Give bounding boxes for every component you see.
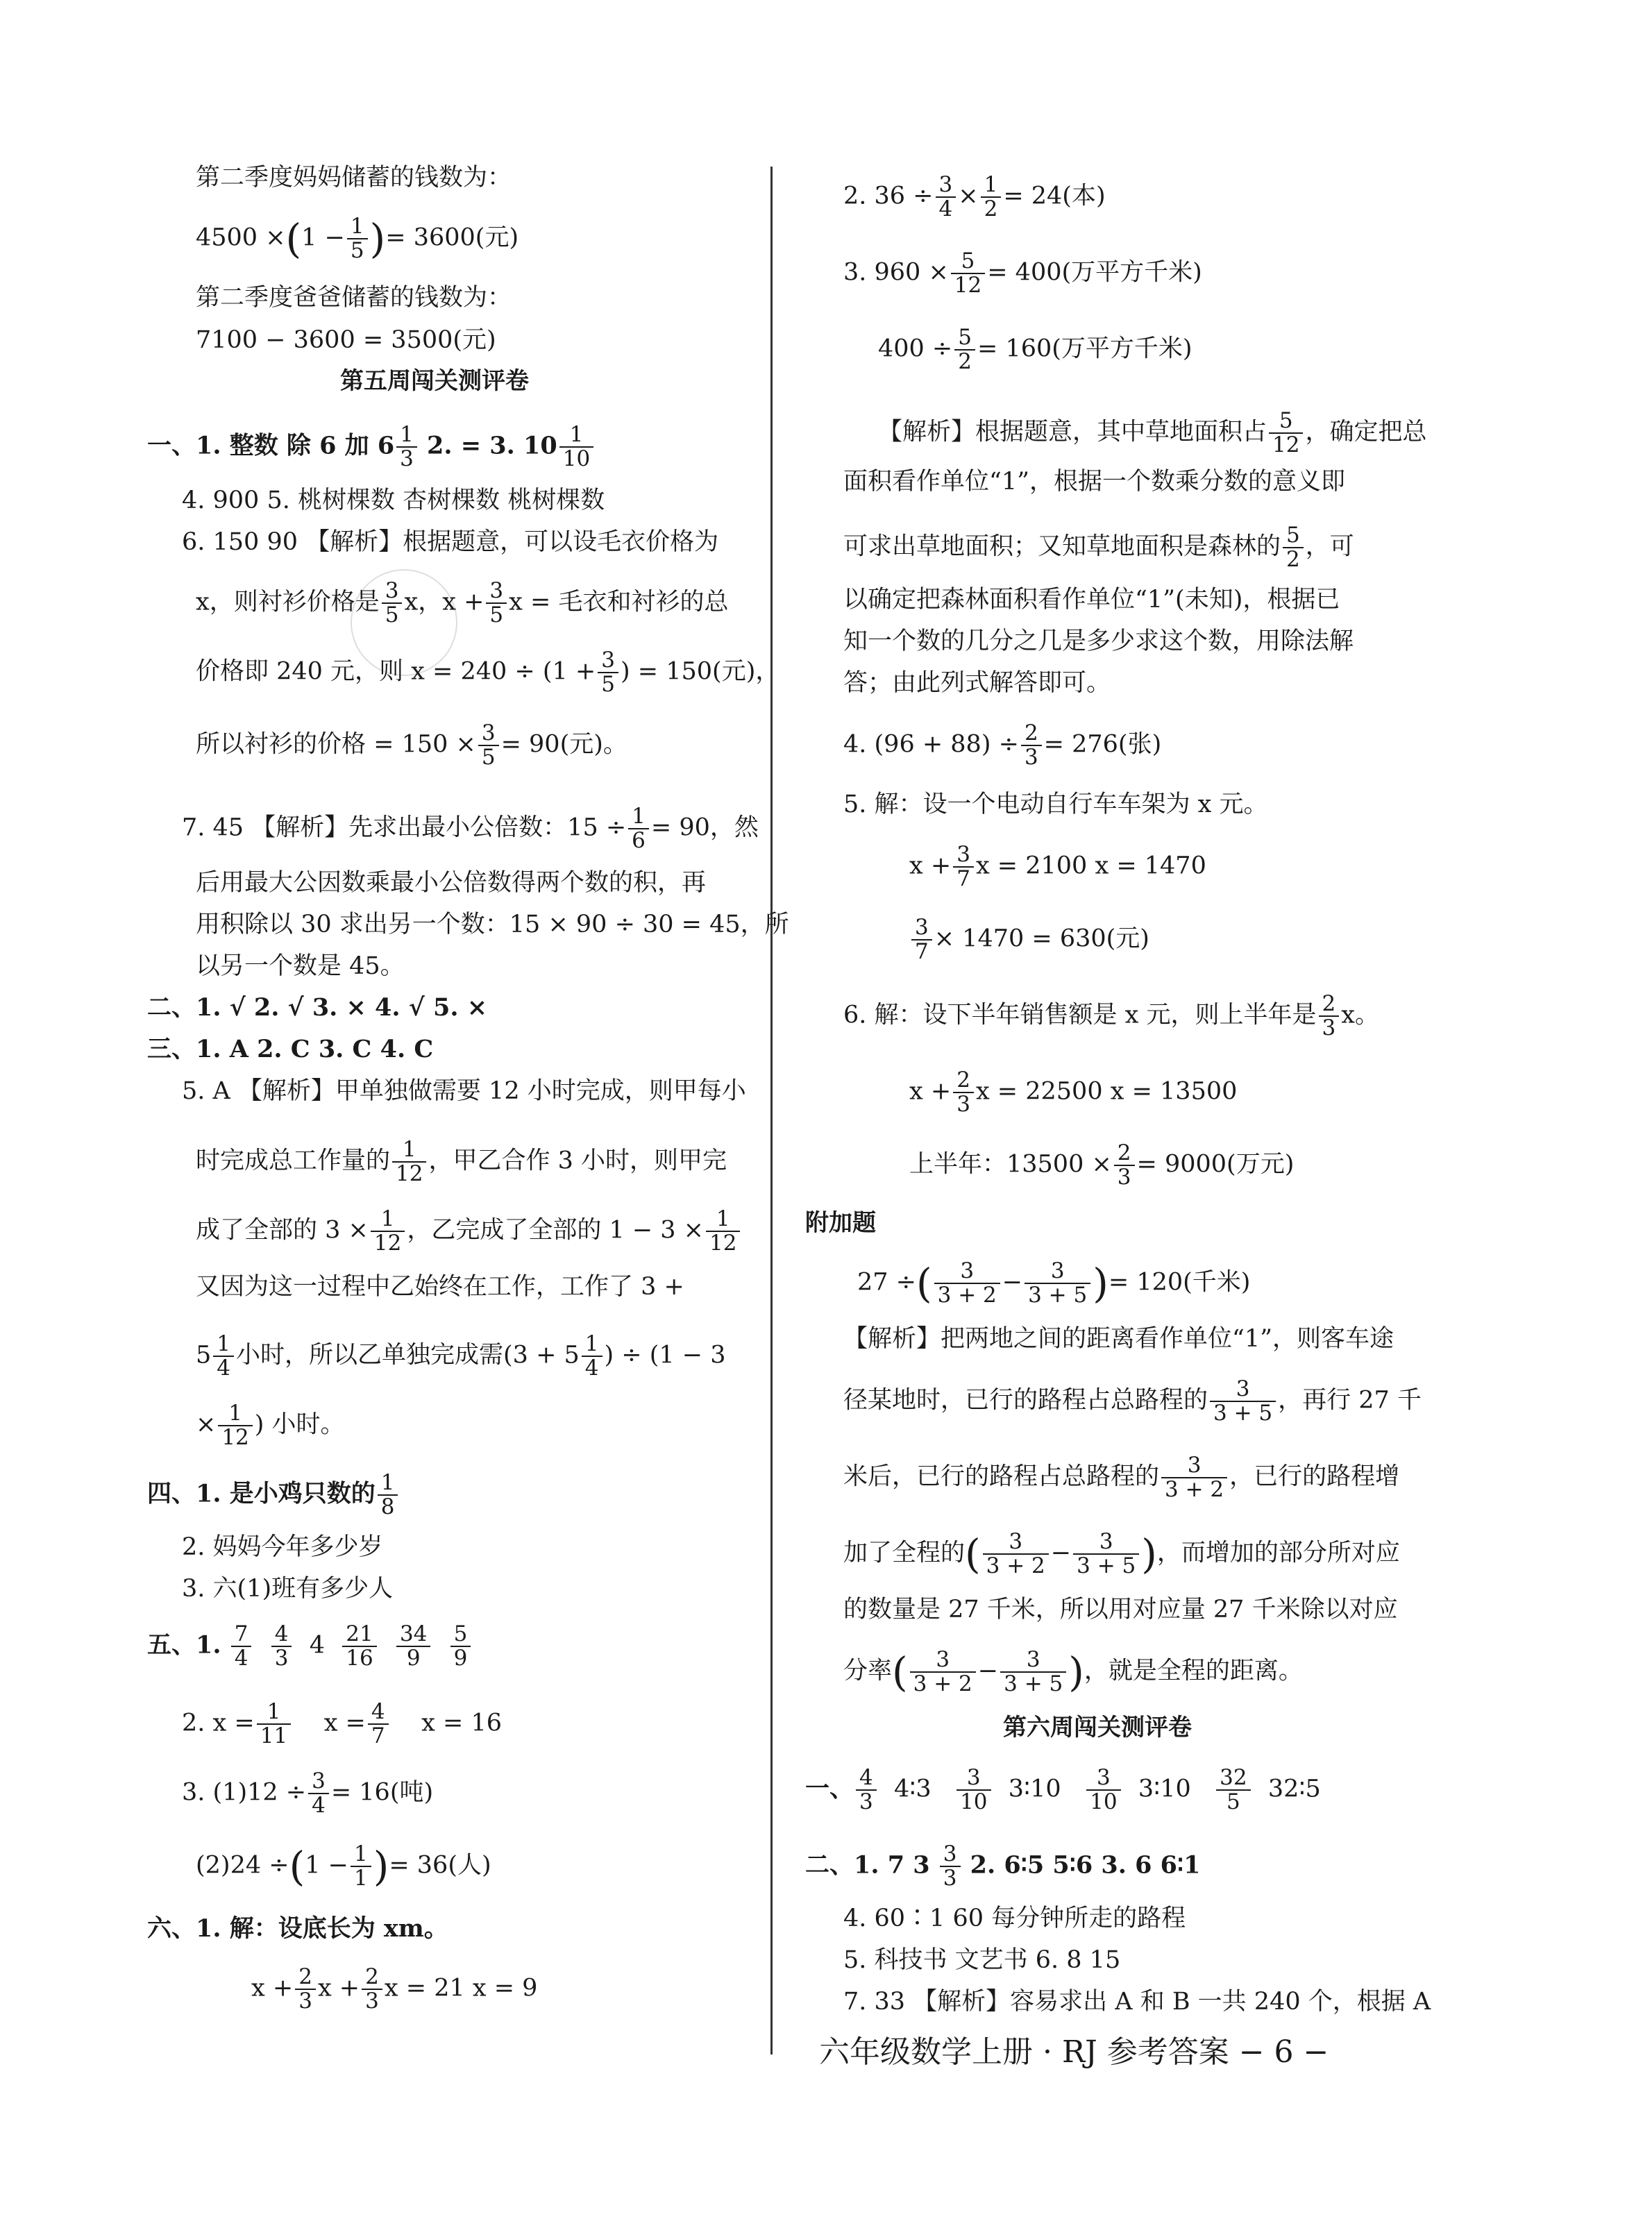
line: 米后，已行的路程占总路程的 $\frac{3}{3 + 2}$ ，已行的路程增 (843, 1453, 1400, 1502)
line: 时完成总工作量的 $\frac{1}{12}$ ，甲乙合作 3 小时，则甲完 (196, 1137, 727, 1186)
line: × $\frac{1}{12}$ ) 小时。 (196, 1401, 345, 1450)
line: 知一个数的几分之几是多少求这个数，用除法解 (843, 627, 1354, 655)
line: 7. 45 【解析】先求出最小公倍数：15 ÷ $\frac{1}{6}$ = 90，然 (182, 804, 759, 853)
line: x，则衬衫价格是 $\frac{3}{5}$ x，x + $\frac{3}{5}$ x = 毛衣和衬衫的总 (196, 578, 729, 627)
column-divider (770, 167, 773, 2055)
line: 3. (1)12 ÷ $\frac{3}{4}$ = 16(吨) (182, 1769, 434, 1818)
page-footer: 六年级数学上册 · RJ 参考答案 − 6 − (819, 2034, 1329, 2070)
line: 以确定把森林面积看作单位“1”(未知)，根据已 (843, 586, 1340, 614)
line: 7. 33 【解析】容易求出 A 和 B 一共 240 个，根据 A (843, 1988, 1431, 2016)
line: 面积看作单位“1”，根据一个数乘分数的意义即 (843, 468, 1346, 496)
line: 又因为这一过程中乙始终在工作，工作了 3 + (196, 1273, 684, 1301)
line: 3. 六(1)班有多少人 (182, 1575, 394, 1603)
line: 第二季度妈妈储蓄的钱数为： (196, 164, 512, 192)
line: 二、1. √ 2. √ 3. × 4. √ 5. × (147, 993, 488, 1022)
line: 4. (96 + 88) ÷ $\frac{2}{3}$ = 276(张) (843, 720, 1162, 770)
line: 4. 60∶1 60 每分钟所走的路程 (843, 1905, 1186, 1932)
line: 成了全部的 3 × $\frac{1}{12}$ ，乙完成了全部的 1 − 3 × $\frac{1}{12}$ (196, 1208, 742, 1255)
line: 分率( $\frac{3}{3 + 2}$ − $\frac{3}{3 + 5}$ )，就是全程的距离。 (843, 1647, 1303, 1696)
line: 上半年：13500 × $\frac{2}{3}$ = 9000(万元) (909, 1140, 1295, 1190)
line: 的数量是 27 千米，所以用对应量 27 千米除以对应 (843, 1596, 1398, 1623)
line: x + $\frac{2}{3}$ x = 22500 x = 13500 (909, 1068, 1238, 1117)
line: 一、 $\frac{4}{3}$ 4∶3 $\frac{3}{10}$ 3∶10 $\frac{3}{10}$ 3∶10 $\frac{32}{5}$ 32∶5 (805, 1765, 1321, 1814)
line: 价格即 240 元，则 x = 240 ÷ (1 + $\frac{3}{5}$ ) = 150(元)， (196, 648, 780, 697)
line: 用积除以 30 求出另一个数：15 × 90 ÷ 30 = 45，所 (196, 911, 789, 938)
line: 5. 解：设一个电动自行车车架为 x 元。 (843, 791, 1268, 818)
line: x + $\frac{3}{7}$ x = 2100 x = 1470 (909, 842, 1206, 891)
line: 7100 − 3600 = 3500(元) (196, 326, 496, 354)
line: x + $\frac{2}{3}$ x + $\frac{2}{3}$ x = 21 x = 9 (251, 1964, 538, 2014)
line: 27 ÷( $\frac{3}{3 + 2}$ − $\frac{3}{3 + 5}$ )= 120(千米) (857, 1258, 1251, 1308)
line: 四、1. 是小鸡只数的 $\frac{1}{8}$ (147, 1471, 400, 1519)
line: 【解析】把两地之间的距离看作单位“1”，则客车途 (843, 1325, 1394, 1353)
line: 三、1. A 2. C 3. C 4. C (147, 1035, 434, 1063)
line: 5. A 【解析】甲单独做需要 12 小时完成，则甲每小 (182, 1077, 746, 1105)
line: 所以衬衫的价格 = 150 × $\frac{3}{5}$ = 90(元)。 (196, 720, 627, 770)
line: 2. 妈妈今年多少岁 (182, 1533, 383, 1561)
line: 可求出草地面积；又知草地面积是森林的 $\frac{5}{2}$ ，可 (843, 523, 1354, 572)
line: 【解析】根据题意，其中草地面积占 $\frac{5}{12}$ ，确定把总 (878, 408, 1427, 457)
line: 6. 150 90 【解析】根据题意，可以设毛衣价格为 (182, 528, 719, 556)
line: 2. x = $\frac{1}{11}$ x = $\frac{4}{7}$ x = 16 (182, 1699, 502, 1748)
line: 3. 960 × $\frac{5}{12}$ = 400(万平方千米) (843, 248, 1202, 298)
line: (2)24 ÷(1 − $\frac{1}{1}$ )= 36(人) (196, 1841, 491, 1891)
line: 六、1. 解：设底长为 xm。 (147, 1914, 448, 1943)
line: 4500 ×(1 − $\frac{1}{5}$ )= 3600(元) (196, 214, 519, 263)
section-title: 第六周闯关测评卷 (1003, 1714, 1192, 1741)
line: 2. 36 ÷ $\frac{3}{4}$ × $\frac{1}{2}$ = 24(本) (843, 172, 1106, 221)
line: 第二季度爸爸储蓄的钱数为： (196, 284, 512, 312)
line: 一、1. 整数 除 6 加 6 $\frac{1}{3}$ 2. = 3. 10 $\frac{1}{10}$ (147, 423, 596, 471)
line: $\frac{3}{7}$ × 1470 = 630(元) (909, 916, 1149, 963)
section-title: 第五周闯关测评卷 (340, 367, 529, 395)
line: 后用最大公因数乘最小公倍数得两个数的积，再 (196, 869, 707, 897)
line: 二、1. 7 3 $\frac{3}{3}$ 2. 6∶5 5∶6 3. 6 6∶1 (805, 1841, 1201, 1891)
line: 加了全程的( $\frac{3}{3 + 2}$ − $\frac{3}{3 + 5}$ )，而增加的部分所对应 (843, 1529, 1400, 1578)
line: 径某地时，已行的路程占总路程的 $\frac{3}{3 + 5}$ ，再行 27 千 (843, 1376, 1422, 1426)
line: 4. 900 5. 桃树棵数 杏树棵数 桃树棵数 (182, 487, 605, 514)
line: 400 ÷ $\frac{5}{2}$ = 160(万平方千米) (878, 325, 1192, 374)
line: 答；由此列式解答即可。 (843, 669, 1111, 697)
section-title: 附加题 (805, 1209, 876, 1237)
line: 5. 科技书 文艺书 6. 8 15 (843, 1946, 1121, 1974)
line: 以另一个数是 45。 (196, 952, 405, 980)
line: 5 $\frac{1}{4}$ 小时，所以乙单独完成需(3 + 5 $\frac{1}{4}$ ) ÷ (1 − 3 (196, 1331, 726, 1381)
line: 五、1. $\frac{7}{4}$ $\frac{4}{3}$ 4 $\frac{21}{16}$ $\frac{34}{9}$ $\frac{5}{9}$ (147, 1623, 473, 1670)
line: 6. 解：设下半年销售额是 x 元，则上半年是 $\frac{2}{3}$ x。 (843, 991, 1379, 1040)
